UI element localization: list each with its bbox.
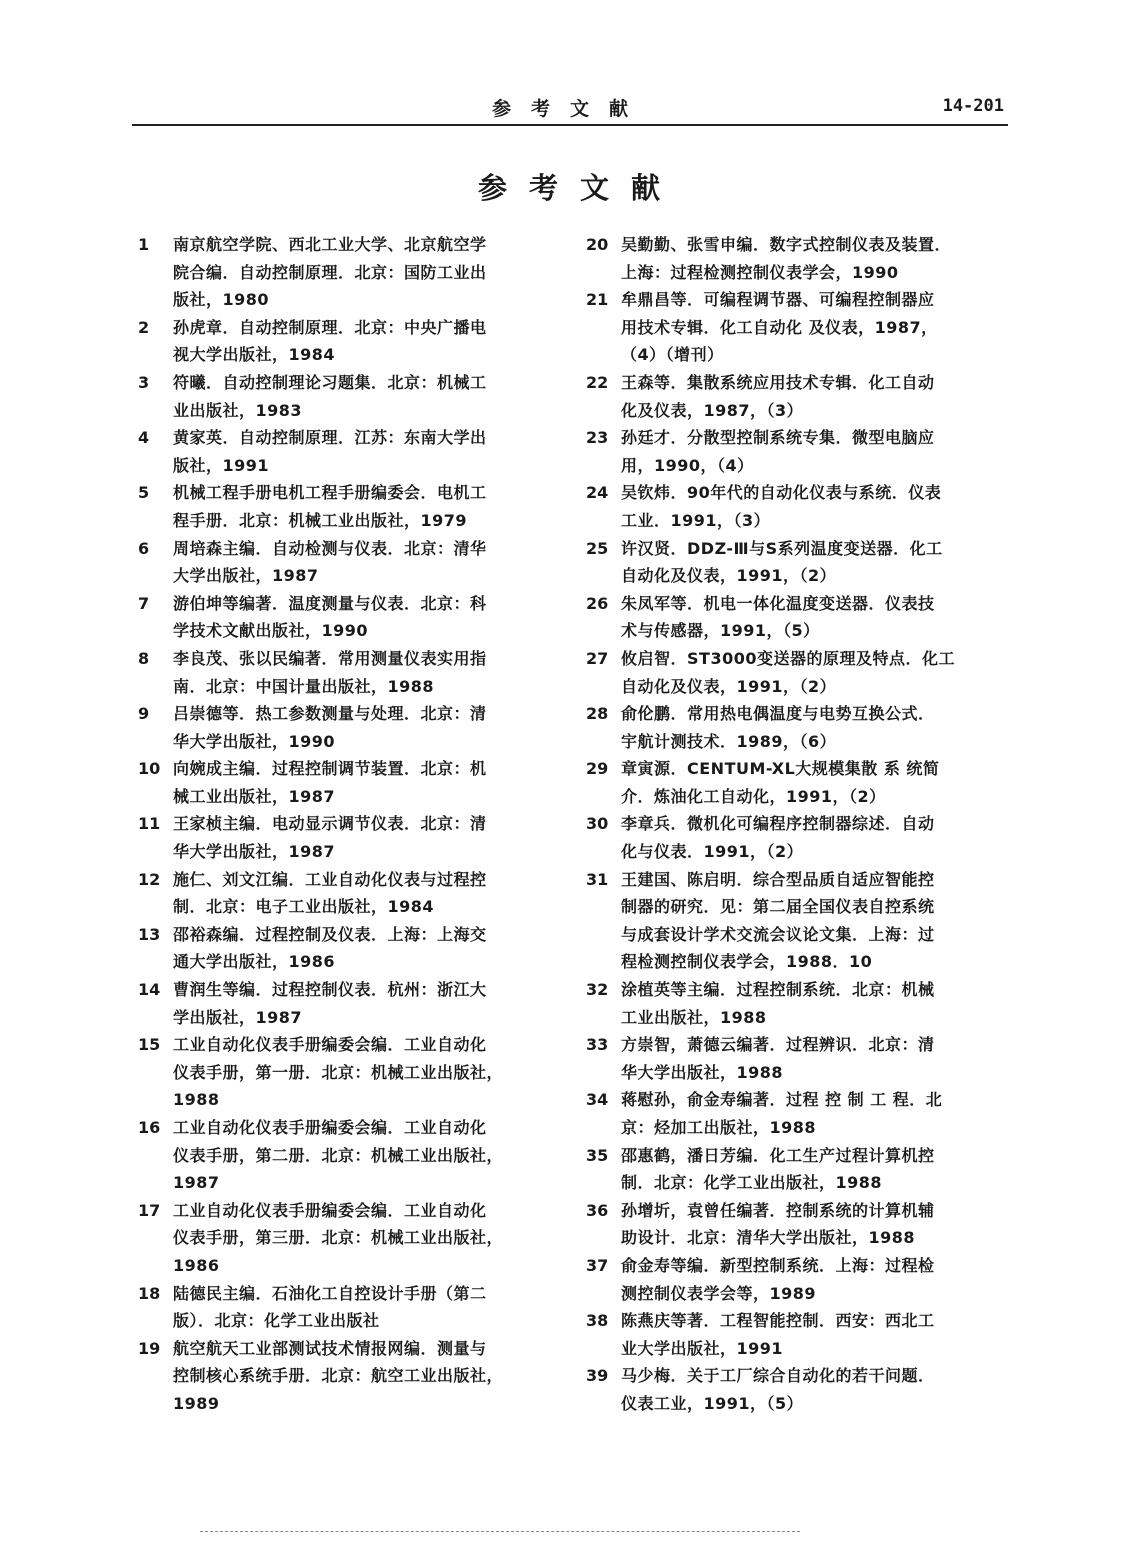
reference-entry [580,231,1000,286]
reference-number: 10 [138,759,161,779]
reference-text [621,700,1000,755]
reference-number: 21 [586,290,609,310]
reference-number: 9 [138,704,150,724]
reference-text [621,231,1000,286]
reference-entry [132,1280,552,1335]
reference-text [173,700,552,755]
reference-line: 用，1990，（4） [621,455,754,475]
reference-number: 11 [138,814,161,834]
reference-entry [580,755,1000,810]
reference-line: 马少梅．关于工厂综合自动化的若干问题． [621,1366,935,1386]
reference-number: 37 [586,1255,609,1275]
reference-line: 版）．北京：化学工业出版社 [173,1311,380,1331]
running-header [132,88,1008,124]
reference-entry [132,369,552,424]
reference-line: 程手册．北京：机械工业出版社，1979 [173,510,468,530]
reference-text [621,424,1000,479]
reference-line: 学技术文献出版社，1990 [173,621,369,641]
reference-line: 1988 [173,1090,220,1110]
reference-line: 孙虎章．自动控制原理．北京：中央广播电 [173,317,487,337]
reference-text [621,755,1000,810]
reference-text [173,1114,552,1197]
reference-number: 6 [138,538,150,558]
reference-text [173,755,552,810]
reference-number: 30 [586,814,609,834]
reference-line: 版社，1991 [173,455,270,475]
reference-line: 南．北京：中国计量出版社，1988 [173,676,435,696]
reference-entry [580,479,1000,534]
reference-line: 仪表工业，1991，（5） [621,1393,804,1413]
reference-line: 蒋慰孙，俞金寿编著．过程 控 制 工 程．北 [621,1090,943,1110]
reference-number: 23 [586,428,609,448]
reference-line: 院合编．自动控制原理．北京：国防工业出 [173,262,487,282]
reference-entry [580,1197,1000,1252]
reference-text [621,976,1000,1031]
reference-text [621,1252,1000,1307]
reference-line: 华大学出版社，1990 [173,731,336,751]
reference-entry [132,1114,552,1197]
reference-text [173,535,552,590]
reference-entry [132,976,552,1031]
reference-text [621,810,1000,865]
reference-line: 化及仪表，1987，（3） [621,400,804,420]
reference-line: 助设计．北京：清华大学出版社，1988 [621,1228,916,1248]
reference-entry [580,590,1000,645]
reference-entry [580,1362,1000,1417]
reference-line: 许汉贤．DDZ-Ⅲ与S系列温度变送器．化工 [621,538,943,558]
reference-line: 京：烃加工出版社，1988 [621,1118,817,1137]
reference-number: 36 [586,1200,609,1220]
reference-number: 24 [586,483,609,503]
reference-line: 俞金寿等编．新型控制系统．上海：过程检 [621,1255,935,1275]
reference-number: 4 [138,428,150,448]
reference-text [173,314,552,369]
page-title: 参考文献 [477,171,682,205]
reference-line: 邵裕森编．过程控制及仪表．上海：上海交 [173,924,487,944]
reference-text [621,590,1000,645]
reference-text [173,424,552,479]
reference-number: 16 [138,1118,161,1137]
reference-entry [580,700,1000,755]
reference-number: 32 [586,980,609,1000]
reference-text [173,1280,552,1335]
reference-line: 邵惠鹤，潘日芳编．化工生产过程计算机控 [621,1145,935,1165]
reference-text [621,369,1000,424]
reference-text [173,1197,552,1280]
reference-line: 朱凤军等．机电一体化温度变送器．仪表技 [621,593,935,613]
header-rule [132,124,1008,126]
reference-number: 25 [586,538,609,558]
reference-number: 39 [586,1366,609,1386]
reference-line: 通大学出版社，1986 [173,952,336,972]
reference-line: 方崇智，萧德云编著．过程辨识．北京：清 [621,1035,935,1055]
reference-text [173,1031,552,1114]
reference-line: 华大学出版社，1987 [173,842,336,862]
reference-entry [580,866,1000,976]
reference-line: 符曦．自动控制理论习题集．北京：机械工 [173,372,487,392]
reference-text [173,921,552,976]
reference-entry [580,369,1000,424]
reference-line: 华大学出版社，1988 [621,1062,784,1082]
reference-line: 南京航空学院、西北工业大学、北京航空学 [173,235,487,254]
reference-line: 工业出版社，1988 [621,1007,767,1027]
reference-line: 向婉成主编．过程控制调节装置．北京：机 [173,759,487,779]
reference-line: 王建国、陈启明．综合型品质自适应智能控 [621,869,935,889]
reference-entry [132,645,552,700]
reference-text [621,1197,1000,1252]
reference-entry [580,424,1000,479]
reference-number: 29 [586,759,609,779]
reference-line: 李良茂、张以民编著．常用测量仪表实用指 [173,648,487,668]
reference-entry [132,231,552,314]
reference-line: 上海：过程检测控制仪表学会，1990 [621,262,899,282]
reference-entry [132,1335,552,1418]
reference-text [173,866,552,921]
reference-line: 自动化及仪表，1991，（2） [621,676,837,696]
reference-line: 术与传感器，1991，（5） [621,621,820,641]
reference-line: 程检测控制仪表学会，1988．10 [621,952,873,972]
reference-line: 攸启智．ST3000变送器的原理及特点．化工 [621,648,955,668]
reference-entry [580,1142,1000,1197]
reference-line: 孙廷才．分散型控制系统专集．微型电脑应 [621,428,935,448]
reference-line: 周培森主编．自动检测与仪表．北京：清华 [173,538,487,558]
reference-entry [132,1031,552,1114]
reference-number: 33 [586,1035,609,1055]
reference-line: 用技术专辑．化工自动化 及仪表，1987， [621,317,938,337]
reference-line: 制．北京：化学工业出版社，1988 [621,1173,883,1193]
reference-line: 游伯坤等编著．温度测量与仪表．北京：科 [173,593,487,613]
reference-line: 介．炼油化工自动化，1991，（2） [621,786,886,806]
reference-line: 陈燕庆等著．工程智能控制．西安：西北工 [621,1311,935,1331]
reference-entry [132,810,552,865]
reference-line: 版社，1980 [173,290,270,310]
reference-line: 械工业出版社，1987 [173,786,336,806]
reference-line: 王森等．集散系统应用技术专辑．化工自动 [621,372,935,392]
reference-number: 8 [138,648,150,668]
reference-number: 17 [138,1200,161,1220]
reference-number: 14 [138,980,161,1000]
reference-number: 7 [138,593,150,613]
reference-number: 35 [586,1145,609,1165]
reference-entry [580,1252,1000,1307]
footer-rule [200,1531,800,1532]
reference-text [173,976,552,1031]
reference-line: 仪表手册，第三册．北京：机械工业出版社， [173,1228,504,1248]
reference-line: 曹润生等编．过程控制仪表．杭州：浙江大 [173,980,487,1000]
reference-text [621,1362,1000,1417]
reference-entry [580,1031,1000,1086]
reference-line: 工业自动化仪表手册编委会编．工业自动化 [173,1035,487,1055]
reference-number: 27 [586,648,609,668]
reference-line: 孙增圻，袁曾任编著．控制系统的计算机辅 [621,1200,935,1220]
reference-line: 1989 [173,1393,220,1413]
reference-line: （4）（增刊） [621,345,724,365]
reference-entry [132,479,552,534]
reference-line: 吕崇德等．热工参数测量与处理．北京：清 [173,704,487,724]
reference-line: 学出版社，1987 [173,1007,303,1027]
reference-number: 38 [586,1311,609,1331]
reference-text [173,1335,552,1418]
reference-text [173,369,552,424]
running-header-title: 参考文献 [491,98,648,120]
reference-line: 章寅源．CENTUM-XL大规模集散 系 统简 [621,759,940,779]
reference-number: 31 [586,869,609,889]
reference-line: 李章兵．微机化可编程序控制器综述．自动 [621,814,935,834]
reference-entry [132,1197,552,1280]
reference-line: 吴钦炜．90年代的自动化仪表与系统．仪表 [621,483,942,503]
reference-text [173,590,552,645]
reference-line: 机械工程手册电机工程手册编委会．电机工 [173,483,487,503]
reference-line: 1986 [173,1255,220,1275]
reference-text [621,479,1000,534]
reference-number: 19 [138,1338,161,1358]
reference-text [621,535,1000,590]
reference-number: 34 [586,1090,609,1110]
reference-line: 制．北京：电子工业出版社，1984 [173,897,435,917]
reference-line: 施仁、刘文江编．工业自动化仪表与过程控 [173,869,487,889]
references-left-column [132,231,552,1418]
reference-entry [132,921,552,976]
reference-line: 业大学出版社，1991 [621,1338,784,1358]
reference-entry [580,286,1000,369]
references-right-column [580,231,1000,1418]
reference-entry [580,645,1000,700]
reference-entry [132,866,552,921]
reference-entry [580,535,1000,590]
reference-text [621,286,1000,369]
reference-line: 航空航天工业部测试技术情报网编．测量与 [173,1338,487,1358]
reference-line: 自动化及仪表，1991，（2） [621,566,837,586]
reference-text [621,645,1000,700]
reference-entry [132,535,552,590]
reference-number: 2 [138,317,150,337]
reference-entry [580,1086,1000,1141]
reference-entry [132,700,552,755]
reference-line: 大学出版社，1987 [173,566,319,586]
reference-number: 12 [138,869,161,889]
reference-number: 18 [138,1283,161,1303]
reference-number: 1 [138,235,150,254]
reference-entry [580,1307,1000,1362]
reference-line: 工业．1991，（3） [621,510,771,530]
reference-entry [132,424,552,479]
reference-entry [580,976,1000,1031]
reference-text [621,1031,1000,1086]
reference-line: 视大学出版社，1984 [173,345,336,365]
reference-entry [132,314,552,369]
reference-text [173,645,552,700]
reference-line: 测控制仪表学会等，1989 [621,1283,817,1303]
reference-entry [132,755,552,810]
reference-line: 王家桢主编．电动显示调节仪表．北京：清 [173,814,487,834]
reference-text [621,1142,1000,1197]
reference-line: 控制核心系统手册．北京：航空工业出版社， [173,1366,504,1386]
reference-line: 仪表手册，第一册．北京：机械工业出版社， [173,1062,504,1082]
reference-line: 化与仪表．1991，（2） [621,842,804,862]
reference-line: 宇航计测技术．1989，（6） [621,731,837,751]
reference-number: 13 [138,924,161,944]
reference-line: 牟鼎昌等．可编程调节器、可编程控制器应 [621,290,935,310]
reference-line: 涂植英等主编．过程控制系统．北京：机械 [621,980,935,1000]
reference-number: 20 [586,235,609,254]
reference-number: 22 [586,372,609,392]
reference-text [173,479,552,534]
reference-entry [132,590,552,645]
reference-text [621,866,1000,976]
reference-number: 5 [138,483,150,503]
reference-line: 俞伦鹏．常用热电偶温度与电势互换公式． [621,704,935,724]
reference-text [173,810,552,865]
reference-line: 与成套设计学术交流会议论文集．上海：过 [621,924,935,944]
reference-line: 吴勤勤、张雪申编．数字式控制仪表及装置． [621,235,952,254]
reference-line: 陆德民主编．石油化工自控设计手册（第二 [173,1283,487,1303]
reference-line: 黄家英．自动控制原理．江苏：东南大学出 [173,428,487,448]
reference-text [621,1086,1000,1141]
reference-line: 1987 [173,1173,220,1193]
page-number: 14-201 [942,96,1004,116]
reference-number: 15 [138,1035,161,1055]
reference-line: 仪表手册，第二册．北京：机械工业出版社， [173,1145,504,1165]
reference-text [621,1307,1000,1362]
reference-number: 3 [138,372,150,392]
reference-entry [580,810,1000,865]
reference-line: 工业自动化仪表手册编委会编．工业自动化 [173,1118,487,1137]
reference-text [173,231,552,314]
reference-line: 业出版社，1983 [173,400,303,420]
reference-number: 28 [586,704,609,724]
reference-line: 工业自动化仪表手册编委会编．工业自动化 [173,1200,487,1220]
reference-number: 26 [586,593,609,613]
reference-line: 制器的研究．见：第二届全国仪表自控系统 [621,897,935,917]
